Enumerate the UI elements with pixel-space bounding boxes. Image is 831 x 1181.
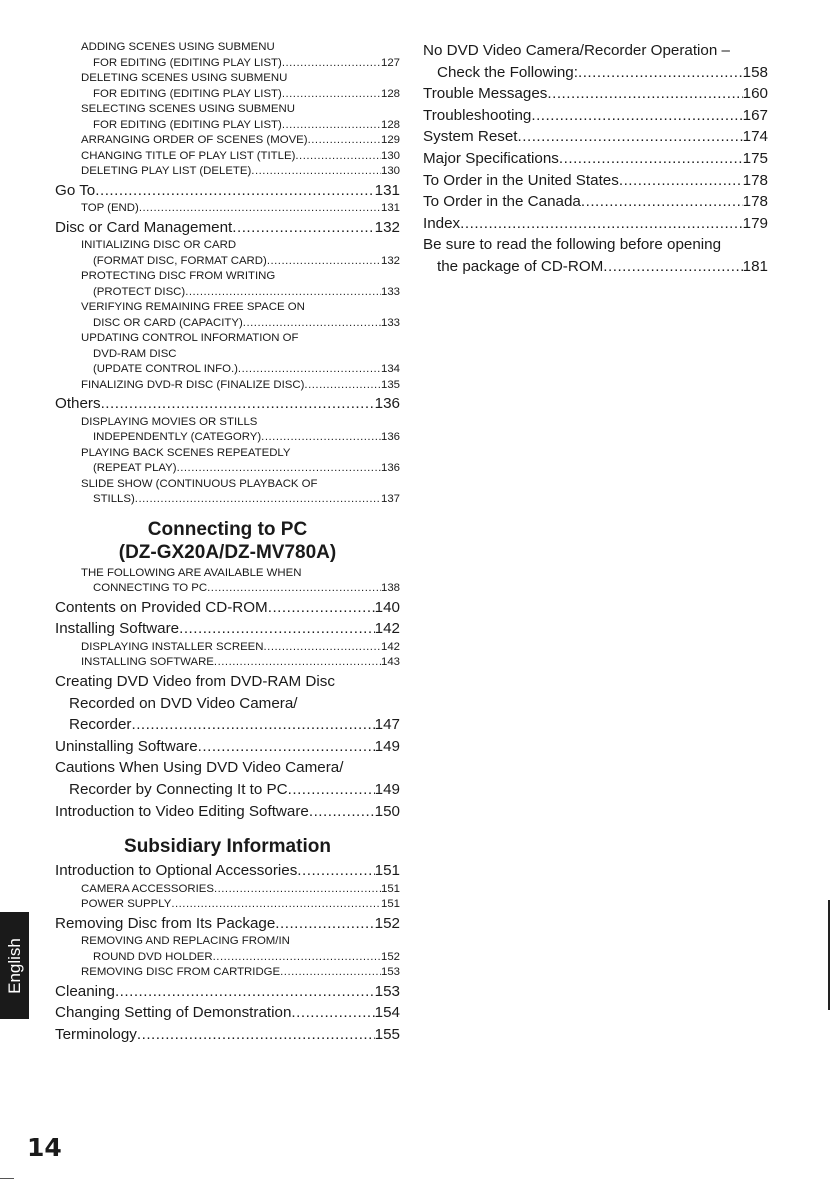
dot-leader <box>101 393 375 415</box>
toc-entry-title: Contents on Provided CD-ROM <box>55 598 268 616</box>
toc-entry-title: CHANGING TITLE OF PLAY LIST (TITLE) <box>81 149 296 162</box>
toc-entry-title: SELECTING SCENES USING SUBMENU <box>81 103 295 115</box>
toc-page-number: 136 <box>380 431 400 444</box>
dot-leader <box>518 126 743 148</box>
toc-entry-line <box>55 180 400 202</box>
toc-entry-line <box>423 126 768 148</box>
toc-entry <box>55 71 400 102</box>
toc-entry-title: FOR EDITING (EDITING PLAY LIST) <box>93 118 282 131</box>
toc-entry-title: Recorder by Connecting It to PC <box>69 780 288 798</box>
toc-entry-line <box>55 801 400 823</box>
dot-leader <box>213 950 381 966</box>
toc-entry <box>55 40 400 71</box>
dot-leader <box>232 217 374 239</box>
toc-page-number: 134 <box>380 363 400 376</box>
toc-entry-title: No DVD Video Camera/Recorder Operation – <box>423 42 730 59</box>
toc-entry-title: PROTECTING DISC FROM WRITING <box>81 270 276 283</box>
toc-entry-line <box>81 201 400 217</box>
toc-entry-title: the package of CD-ROM <box>437 257 604 275</box>
toc-entry-line <box>423 213 768 235</box>
toc-entry <box>55 378 400 394</box>
toc-entry-line <box>55 1002 400 1024</box>
toc-entry <box>55 238 400 269</box>
toc-entry-title: STILLS) <box>93 493 135 506</box>
scan-edge-mark <box>828 900 830 1010</box>
toc-page-number: 142 <box>374 620 400 638</box>
toc-entry-line <box>55 1024 400 1046</box>
toc-entry <box>423 191 768 213</box>
section-title-line: Subsidiary Information <box>124 836 331 858</box>
dot-leader <box>264 640 381 656</box>
dot-leader <box>251 164 381 180</box>
toc-entry-title: Removing Disc from Its Package <box>55 914 276 932</box>
dot-leader <box>288 779 375 801</box>
toc-entry-line <box>423 234 768 256</box>
toc-entry-title: Trouble Messages <box>423 85 548 103</box>
toc-page-number: 130 <box>380 149 400 162</box>
toc-entry-line <box>81 331 400 347</box>
toc-entry <box>55 981 400 1003</box>
dot-leader <box>547 83 742 105</box>
toc-page-number: 149 <box>374 737 400 755</box>
toc-entry-title: REMOVING DISC FROM CARTRIDGE <box>81 966 281 979</box>
toc-entry-line <box>81 378 400 394</box>
toc-page-number: 175 <box>742 149 768 167</box>
toc-entry <box>55 164 400 180</box>
toc-page-number: 132 <box>374 218 400 236</box>
toc-entry-line <box>423 170 768 192</box>
toc-entry-title: DISPLAYING MOVIES OR STILLS <box>81 415 258 428</box>
toc-page-number: 151 <box>380 882 400 895</box>
toc-page-number: 154 <box>374 1004 400 1022</box>
toc-entry-line <box>81 655 400 671</box>
toc-entry <box>55 640 400 656</box>
dot-leader <box>198 736 375 758</box>
toc-entry-title: Cautions When Using DVD Video Camera/ <box>55 759 344 777</box>
toc-entry <box>55 201 400 217</box>
dot-leader <box>282 87 381 103</box>
toc-entry-title: Changing Setting of Demonstration <box>55 1004 292 1022</box>
toc-entry-line <box>81 934 400 950</box>
toc-entry-line <box>81 300 400 316</box>
toc-entry-title: Recorded on DVD Video Camera/ <box>69 694 298 712</box>
toc-page-number: 137 <box>380 493 400 506</box>
toc-entry-line <box>81 40 400 56</box>
toc-entry-title: (REPEAT PLAY) <box>93 462 177 475</box>
toc-entry <box>55 597 400 619</box>
dot-leader <box>460 213 743 235</box>
toc-page-number: 129 <box>380 134 400 146</box>
toc-entry <box>55 1002 400 1024</box>
toc-entry <box>55 897 400 913</box>
toc-entry-title: (UPDATE CONTROL INFO.) <box>93 363 238 376</box>
toc-entry-line <box>55 981 400 1003</box>
toc-entry-list <box>55 40 400 508</box>
dot-leader <box>207 581 381 597</box>
toc-entry <box>423 40 768 83</box>
toc-entry-title: FOR EDITING (EDITING PLAY LIST) <box>93 56 282 69</box>
toc-entry <box>55 102 400 133</box>
toc-entry <box>55 133 400 149</box>
dot-leader <box>581 191 743 213</box>
toc-entry-line <box>81 149 400 165</box>
toc-entry-title: System Reset <box>423 128 518 146</box>
dot-leader <box>559 148 743 170</box>
toc-entry-line <box>81 269 400 285</box>
toc-entry <box>55 393 400 415</box>
toc-entry-title: Terminology <box>55 1026 137 1043</box>
toc-entry-title: CAMERA ACCESSORIES <box>81 882 214 895</box>
dot-leader <box>291 1002 374 1024</box>
language-tab <box>0 912 29 1019</box>
toc-entry-line <box>81 965 400 981</box>
toc-entry <box>55 860 400 882</box>
toc-page-number: 142 <box>380 640 400 653</box>
toc-page-number: 181 <box>742 257 768 275</box>
toc-page-number: 152 <box>380 950 400 963</box>
toc-entry-line <box>55 393 400 415</box>
toc-entry-list <box>55 860 400 1045</box>
toc-entry-line <box>55 714 400 736</box>
toc-entry-title: Disc or Card Management <box>55 218 233 236</box>
toc-entry-title: DISPLAYING INSTALLER SCREEN <box>81 640 264 653</box>
toc-entry <box>55 415 400 446</box>
toc-page-number: 138 <box>380 582 400 595</box>
toc-entry-line <box>55 757 400 779</box>
toc-entry-title: Introduction to Optional Accessories <box>55 862 298 880</box>
toc-entry <box>55 655 400 671</box>
toc-page-number: 158 <box>742 63 768 81</box>
dot-leader <box>135 492 381 508</box>
toc-entry-line <box>55 693 400 715</box>
toc-entry-line <box>423 62 768 84</box>
toc-left-column <box>55 40 400 1046</box>
toc-entry <box>55 217 400 239</box>
toc-entry-line <box>55 736 400 758</box>
dot-leader <box>578 62 743 84</box>
toc-entry <box>55 618 400 640</box>
toc-page-number: 136 <box>380 462 400 475</box>
dot-leader <box>177 461 381 477</box>
toc-entry-title: TOP (END) <box>81 202 139 215</box>
toc-page-number: 151 <box>380 898 400 911</box>
section-title-line: (DZ-GX20A/DZ-MV780A) <box>118 541 337 563</box>
toc-page-number: 133 <box>380 285 400 298</box>
toc-entry <box>423 83 768 105</box>
toc-entry <box>55 477 400 508</box>
dot-leader <box>179 618 375 640</box>
toc-entry-line <box>81 347 400 363</box>
toc-entry-title: FOR EDITING (EDITING PLAY LIST) <box>93 87 282 100</box>
toc-entry <box>423 213 768 235</box>
toc-entry-line <box>81 71 400 87</box>
dot-leader <box>603 256 742 278</box>
toc-page-number: 153 <box>380 966 400 979</box>
toc-entry-line <box>55 913 400 935</box>
toc-entry-list <box>55 566 400 822</box>
dot-leader <box>95 180 374 202</box>
dot-leader <box>282 56 381 72</box>
toc-entry-line <box>81 87 400 103</box>
toc-entry-line <box>81 285 400 301</box>
toc-entry-title: Introduction to Video Editing Software <box>55 802 309 820</box>
toc-entry-line <box>423 191 768 213</box>
toc-entry-line <box>55 671 400 693</box>
dot-leader <box>139 201 381 217</box>
toc-page-number: 149 <box>374 780 400 798</box>
toc-entry <box>55 736 400 758</box>
toc-entry-title: Check the Following: <box>437 63 578 81</box>
toc-page-number: 178 <box>742 171 768 189</box>
toc-page-number: 179 <box>742 214 768 232</box>
toc-entry-title: INDEPENDENTLY (CATEGORY) <box>93 431 262 444</box>
page-number: 14 <box>27 1133 62 1162</box>
toc-entry-line <box>55 618 400 640</box>
dot-leader <box>282 118 381 134</box>
toc-entry-title: DISC OR CARD (CAPACITY) <box>93 316 243 329</box>
toc-entry <box>423 126 768 148</box>
toc-entry-line <box>423 40 768 62</box>
toc-entry-line <box>81 316 400 332</box>
toc-page-number: 130 <box>380 165 400 177</box>
toc-entry-line <box>423 148 768 170</box>
toc-page-number: 131 <box>374 181 400 199</box>
toc-entry-title: Troubleshooting <box>423 106 532 124</box>
toc-entry-line <box>81 238 400 254</box>
toc-entry-title: Others <box>55 395 101 413</box>
toc-entry-list <box>423 40 768 278</box>
toc-entry-line <box>81 897 400 913</box>
toc-entry-line <box>81 566 400 582</box>
toc-entry-title: To Order in the Canada <box>423 193 581 211</box>
dot-leader <box>295 149 381 165</box>
toc-entry-title: Go To <box>55 181 96 199</box>
toc-entry-line <box>81 492 400 508</box>
toc-entry-line <box>81 56 400 72</box>
toc-page-number: 167 <box>742 106 768 124</box>
toc-entry-line <box>55 779 400 801</box>
toc-entry-title: SLIDE SHOW (CONTINUOUS PLAYBACK OF <box>81 477 318 490</box>
toc-entry <box>55 566 400 597</box>
toc-entry-title: Creating DVD Video from DVD-RAM Disc <box>55 672 335 690</box>
toc-entry <box>55 149 400 165</box>
toc-entry-title: Recorder <box>69 716 132 734</box>
toc-page-number: 151 <box>374 862 400 880</box>
toc-entry-title: (FORMAT DISC, FORMAT CARD) <box>93 254 267 267</box>
dot-leader <box>131 714 374 736</box>
toc-entry-line <box>81 415 400 431</box>
dot-leader <box>297 860 374 882</box>
dot-leader <box>268 597 375 619</box>
dot-leader <box>243 316 381 332</box>
toc-entry <box>55 934 400 965</box>
toc-page-number: 160 <box>742 85 768 103</box>
toc-entry <box>55 882 400 898</box>
dot-leader <box>238 362 381 378</box>
toc-entry <box>423 105 768 127</box>
toc-page-number: 136 <box>374 395 400 413</box>
toc-entry <box>423 170 768 192</box>
toc-entry-title: (PROTECT DISC) <box>93 285 186 298</box>
toc-entry-title: INITIALIZING DISC OR CARD <box>81 239 237 252</box>
toc-entry <box>55 269 400 300</box>
toc-page-number: 132 <box>380 254 400 267</box>
toc-entry-title: THE FOLLOWING ARE AVAILABLE WHEN <box>81 566 302 579</box>
toc-page-number: 152 <box>374 914 400 932</box>
dot-leader <box>185 285 381 301</box>
toc-entry-line <box>81 430 400 446</box>
toc-entry-title: ARRANGING ORDER OF SCENES (MOVE) <box>81 134 308 146</box>
toc-entry-title: INSTALLING SOFTWARE <box>81 656 214 669</box>
toc-page-number: 147 <box>374 716 400 734</box>
toc-entry-title: DELETING PLAY LIST (DELETE) <box>81 165 252 177</box>
toc-page-number: 143 <box>380 656 400 669</box>
toc-entry <box>423 148 768 170</box>
toc-page-number: 150 <box>374 802 400 820</box>
toc-page-number: 133 <box>380 316 400 329</box>
dot-leader <box>115 981 375 1003</box>
toc-page-number: 178 <box>742 193 768 211</box>
toc-entry-line <box>423 83 768 105</box>
toc-page-number: 155 <box>374 1026 400 1043</box>
dot-leader <box>171 897 381 913</box>
toc-entry-line <box>81 102 400 118</box>
toc-entry-title: Uninstalling Software <box>55 737 198 755</box>
toc-entry-title: FINALIZING DVD-R DISC (FINALIZE DISC) <box>81 378 305 391</box>
dot-leader <box>261 430 381 446</box>
toc-page-number: 140 <box>374 598 400 616</box>
language-tab-label: English <box>4 937 24 994</box>
dot-leader <box>619 170 743 192</box>
dot-leader <box>280 965 381 981</box>
toc-entry <box>55 801 400 823</box>
toc-entry <box>423 234 768 277</box>
toc-entry-line <box>81 581 400 597</box>
toc-entry-title: POWER SUPPLY <box>81 898 172 911</box>
toc-right-column <box>423 40 768 278</box>
toc-entry-line <box>81 477 400 493</box>
dot-leader <box>137 1024 375 1046</box>
dot-leader <box>304 378 381 394</box>
toc-entry-line <box>423 256 768 278</box>
toc-page-number: 131 <box>380 202 400 215</box>
toc-entry-line <box>81 461 400 477</box>
toc-page-number: 135 <box>380 378 400 391</box>
dot-leader <box>275 913 374 935</box>
toc-entry-line <box>55 597 400 619</box>
toc-entry-title: Major Specifications <box>423 149 559 167</box>
toc-entry-line <box>81 118 400 134</box>
toc-entry <box>55 300 400 331</box>
toc-entry-title: UPDATING CONTROL INFORMATION OF <box>81 332 299 345</box>
toc-page-number: 128 <box>380 118 400 131</box>
toc-entry-line <box>55 217 400 239</box>
toc-entry <box>55 1024 400 1046</box>
toc-entry-title: To Order in the United States <box>423 171 619 189</box>
toc-entry-line <box>81 164 400 180</box>
section-heading-subsidiary-information <box>55 835 400 858</box>
toc-entry-title: PLAYING BACK SCENES REPEATEDLY <box>81 446 291 459</box>
toc-entry-title: DELETING SCENES USING SUBMENU <box>81 72 288 84</box>
toc-entry <box>55 757 400 800</box>
toc-entry-title: VERIFYING REMAINING FREE SPACE ON <box>81 301 305 314</box>
toc-entry <box>55 180 400 202</box>
toc-page-number: 128 <box>380 87 400 100</box>
scan-corner-mark <box>0 1178 14 1179</box>
toc-entry-line <box>81 446 400 462</box>
toc-entry <box>55 671 400 736</box>
toc-entry-line <box>81 950 400 966</box>
toc-entry-line <box>81 362 400 378</box>
toc-entry <box>55 331 400 378</box>
dot-leader <box>214 882 381 898</box>
toc-page-number: 174 <box>742 128 768 146</box>
toc-entry-line <box>55 860 400 882</box>
dot-leader <box>309 801 375 823</box>
toc-entry-title: ADDING SCENES USING SUBMENU <box>81 41 275 53</box>
toc-page-number: 153 <box>374 982 400 1000</box>
toc-entry-title: Installing Software <box>55 620 180 638</box>
toc-entry-line <box>81 882 400 898</box>
dot-leader <box>308 133 381 149</box>
dot-leader <box>214 655 381 671</box>
toc-entry <box>55 965 400 981</box>
toc-entry-line <box>81 133 400 149</box>
toc-entry-title: Index <box>423 214 461 232</box>
toc-entry-title: Be sure to read the following before opening <box>423 236 722 254</box>
toc-entry-title: DVD-RAM DISC <box>93 347 177 360</box>
toc-entry-title: CONNECTING TO PC <box>93 582 208 595</box>
toc-entry-title: ROUND DVD HOLDER <box>93 950 213 963</box>
section-title-line: Connecting to PC <box>147 518 308 540</box>
toc-entry <box>55 446 400 477</box>
dot-leader <box>531 105 742 127</box>
dot-leader <box>267 254 381 270</box>
toc-entry-title: Cleaning <box>55 982 115 1000</box>
section-heading-connecting-to-pc <box>55 518 400 564</box>
toc-entry <box>55 913 400 935</box>
toc-entry-line <box>81 640 400 656</box>
toc-entry-line <box>81 254 400 270</box>
toc-entry-line <box>423 105 768 127</box>
toc-entry-title: REMOVING AND REPLACING FROM/IN <box>81 935 290 948</box>
toc-page-number: 127 <box>380 56 400 69</box>
